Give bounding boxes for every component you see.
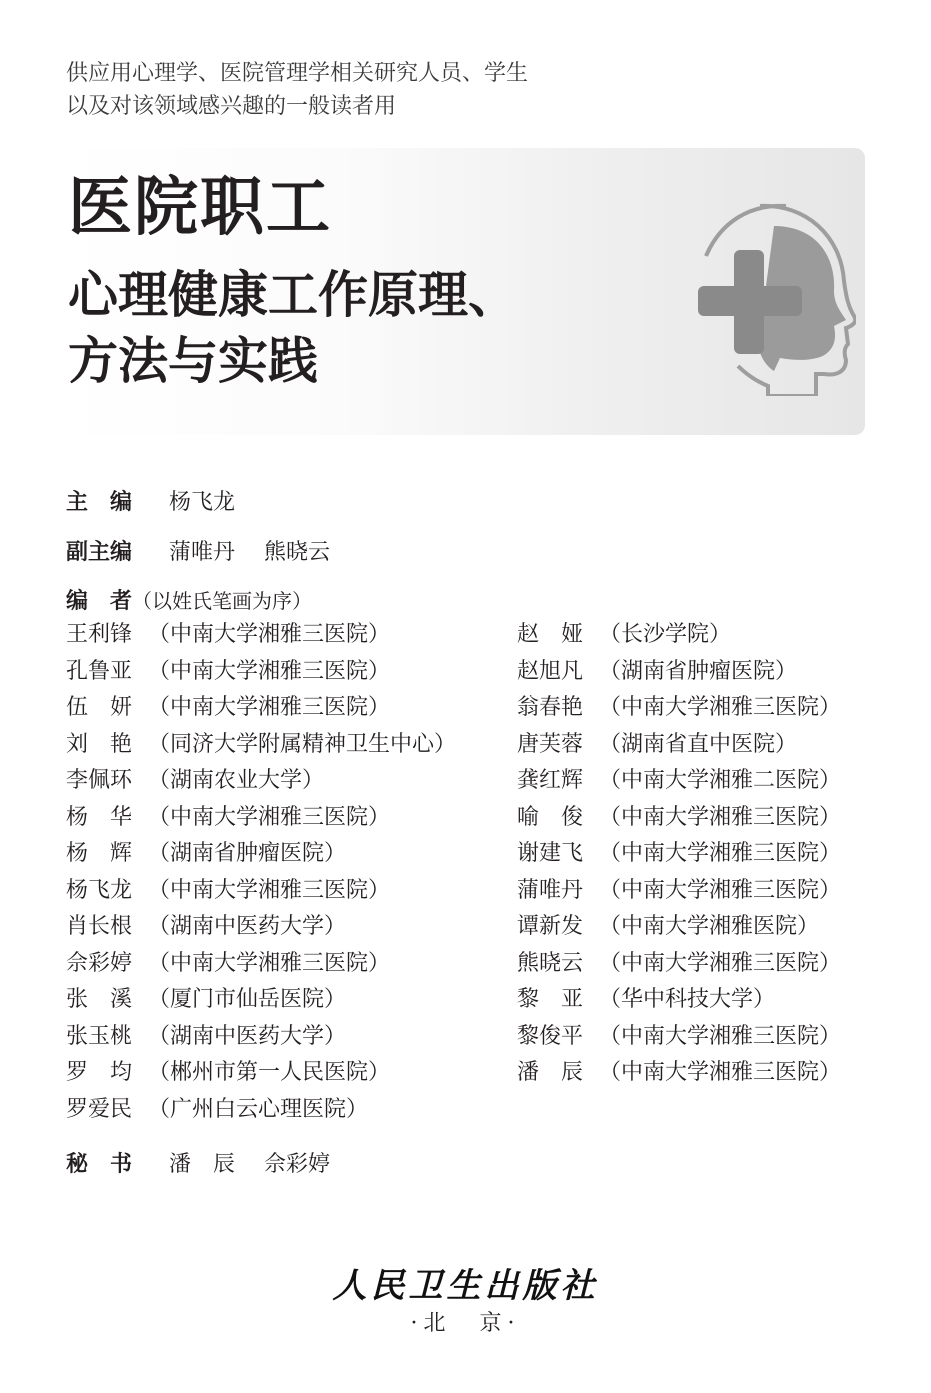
editor-affiliation: （郴州市第一人民医院）	[148, 1060, 391, 1085]
editor-name: 王利锋	[66, 622, 133, 647]
editor-affiliation: （中南大学湘雅三医院）	[148, 804, 391, 830]
editor-affiliation: （湖南中医药大学）	[148, 914, 347, 939]
editor-name: 赵 娅	[517, 622, 584, 647]
chief-editor-row	[66, 485, 257, 516]
editor-affiliation: （中南大学湘雅三医院）	[599, 1023, 842, 1049]
editor-affiliation: （湖南中医药大学）	[148, 1023, 347, 1049]
editor-affiliation: （厦门市仙岳医院）	[148, 987, 347, 1012]
editor-name: 罗 均	[66, 1060, 133, 1085]
editor-name: 赵旭凡	[517, 658, 584, 684]
audience-line-1: 供应用心理学、医院管理学相关研究人员、学生	[66, 61, 529, 86]
editor-name: 黎 亚	[517, 987, 584, 1012]
editor-entry	[517, 982, 841, 1019]
editor-entry	[66, 909, 456, 946]
editor-name: 黎俊平	[517, 1023, 584, 1049]
editor-entry	[66, 836, 456, 873]
editor-entry	[66, 982, 456, 1019]
editor-affiliation: （长沙学院）	[599, 622, 732, 647]
editor-entry	[66, 763, 456, 800]
editor-name: 潘 辰	[517, 1060, 584, 1085]
editor-name: 熊晓云	[517, 950, 584, 976]
editor-entry	[66, 1092, 456, 1129]
editor-affiliation: （广州白云心理医院）	[148, 1096, 369, 1122]
editor-affiliation: （湖南省直中医院）	[599, 731, 798, 757]
editor-entry	[517, 1055, 841, 1092]
chief-editor-label: 主 编	[66, 490, 133, 515]
editor-entry	[66, 1055, 456, 1092]
editor-name: 翁春艳	[517, 695, 584, 720]
editor-name: 伍 妍	[66, 695, 133, 720]
editor-affiliation: （中南大学湘雅三医院）	[148, 695, 391, 720]
editor-name: 杨 华	[66, 804, 133, 830]
editor-affiliation: （中南大学湘雅三医院）	[148, 877, 391, 903]
editor-entry	[517, 727, 841, 764]
deputy-editor-name: 蒲唯丹	[169, 540, 236, 565]
editor-entry	[66, 946, 456, 983]
editor-entry	[517, 617, 841, 654]
editor-name: 唐芙蓉	[517, 731, 584, 757]
editor-affiliation: （中南大学湘雅三医院）	[148, 950, 391, 976]
editor-entry	[517, 836, 841, 873]
editor-entry	[517, 800, 841, 837]
editor-entry	[517, 1019, 841, 1056]
editor-name: 谭新发	[517, 914, 584, 939]
editor-affiliation: （湖南省肿瘤医院）	[148, 841, 347, 866]
chief-editor-name: 杨飞龙	[169, 490, 236, 515]
editor-entry	[66, 800, 456, 837]
secretary-name: 佘彩婷	[264, 1152, 331, 1177]
editor-name: 李佩环	[66, 768, 133, 793]
editor-entry	[66, 1019, 456, 1056]
editor-affiliation: （中南大学湘雅三医院）	[148, 622, 391, 647]
editor-name: 张 溪	[66, 987, 133, 1012]
editor-entry	[517, 654, 841, 691]
editor-affiliation: （中南大学湘雅三医院）	[599, 804, 842, 830]
editor-entry	[66, 654, 456, 691]
deputy-editor-name: 熊晓云	[264, 540, 331, 565]
editor-entry	[517, 690, 841, 727]
editor-affiliation: （湖南农业大学）	[148, 768, 325, 793]
editor-name: 喻 俊	[517, 804, 584, 830]
editor-affiliation: （中南大学湘雅二医院）	[599, 768, 842, 793]
editor-affiliation: （华中科技大学）	[599, 987, 776, 1012]
editor-affiliation: （中南大学湘雅三医院）	[599, 877, 842, 903]
editor-entry	[517, 763, 841, 800]
editor-name: 罗爱民	[66, 1096, 133, 1122]
subtitle-line-1: 心理健康工作原理、	[68, 266, 518, 324]
editor-affiliation: （中南大学湘雅三医院）	[599, 695, 842, 720]
editor-name: 龚红辉	[517, 768, 584, 793]
editor-entry	[66, 617, 456, 654]
deputy-editor-row	[66, 535, 352, 566]
editor-entry	[66, 873, 456, 910]
editor-name: 谢建飞	[517, 841, 584, 866]
editor-entry	[66, 727, 456, 764]
editor-entry	[517, 946, 841, 983]
publisher-city: ·北 京·	[410, 1311, 521, 1336]
editor-affiliation: （中南大学湘雅三医院）	[599, 841, 842, 866]
editor-affiliation: （湖南省肿瘤医院）	[599, 658, 798, 684]
editor-entry	[517, 909, 841, 946]
editors-label: 编 者	[66, 589, 133, 614]
editor-affiliation: （中南大学湘雅三医院）	[599, 1060, 842, 1085]
secretary-label: 秘 书	[66, 1152, 133, 1177]
editor-entry	[66, 690, 456, 727]
editor-name: 刘 艳	[66, 731, 133, 757]
editors-list-right	[517, 617, 841, 1092]
book-title: 医院职工	[68, 171, 332, 245]
editor-affiliation: （中南大学湘雅三医院）	[599, 950, 842, 976]
editors-order-note: （以姓氏笔画为序）	[132, 589, 313, 613]
editor-name: 佘彩婷	[66, 950, 133, 976]
editors-heading	[66, 584, 312, 615]
editor-name: 蒲唯丹	[517, 877, 584, 903]
editor-affiliation: （中南大学湘雅医院）	[599, 914, 820, 939]
editor-name: 张玉桃	[66, 1023, 133, 1049]
editor-entry	[517, 873, 841, 910]
secretary-name: 潘 辰	[169, 1152, 236, 1177]
subtitle-line-2: 方法与实践	[68, 332, 318, 390]
secretary-row	[66, 1147, 352, 1178]
editor-name: 孔鲁亚	[66, 658, 133, 684]
editor-name: 杨 辉	[66, 841, 133, 866]
target-audience	[66, 57, 528, 123]
audience-line-2: 以及对该领域感兴趣的一般读者用	[66, 94, 397, 119]
deputy-editor-label: 副主编	[66, 540, 133, 565]
editors-list-left	[66, 617, 456, 1128]
publisher-name: 人民卫生出版社	[332, 1266, 599, 1306]
book-subtitle	[68, 262, 518, 394]
editor-name: 肖长根	[66, 914, 133, 939]
head-plus-icon	[676, 196, 856, 396]
editor-affiliation: （同济大学附属精神卫生中心）	[148, 731, 457, 757]
editor-affiliation: （中南大学湘雅三医院）	[148, 658, 391, 684]
editor-name: 杨飞龙	[66, 877, 133, 903]
